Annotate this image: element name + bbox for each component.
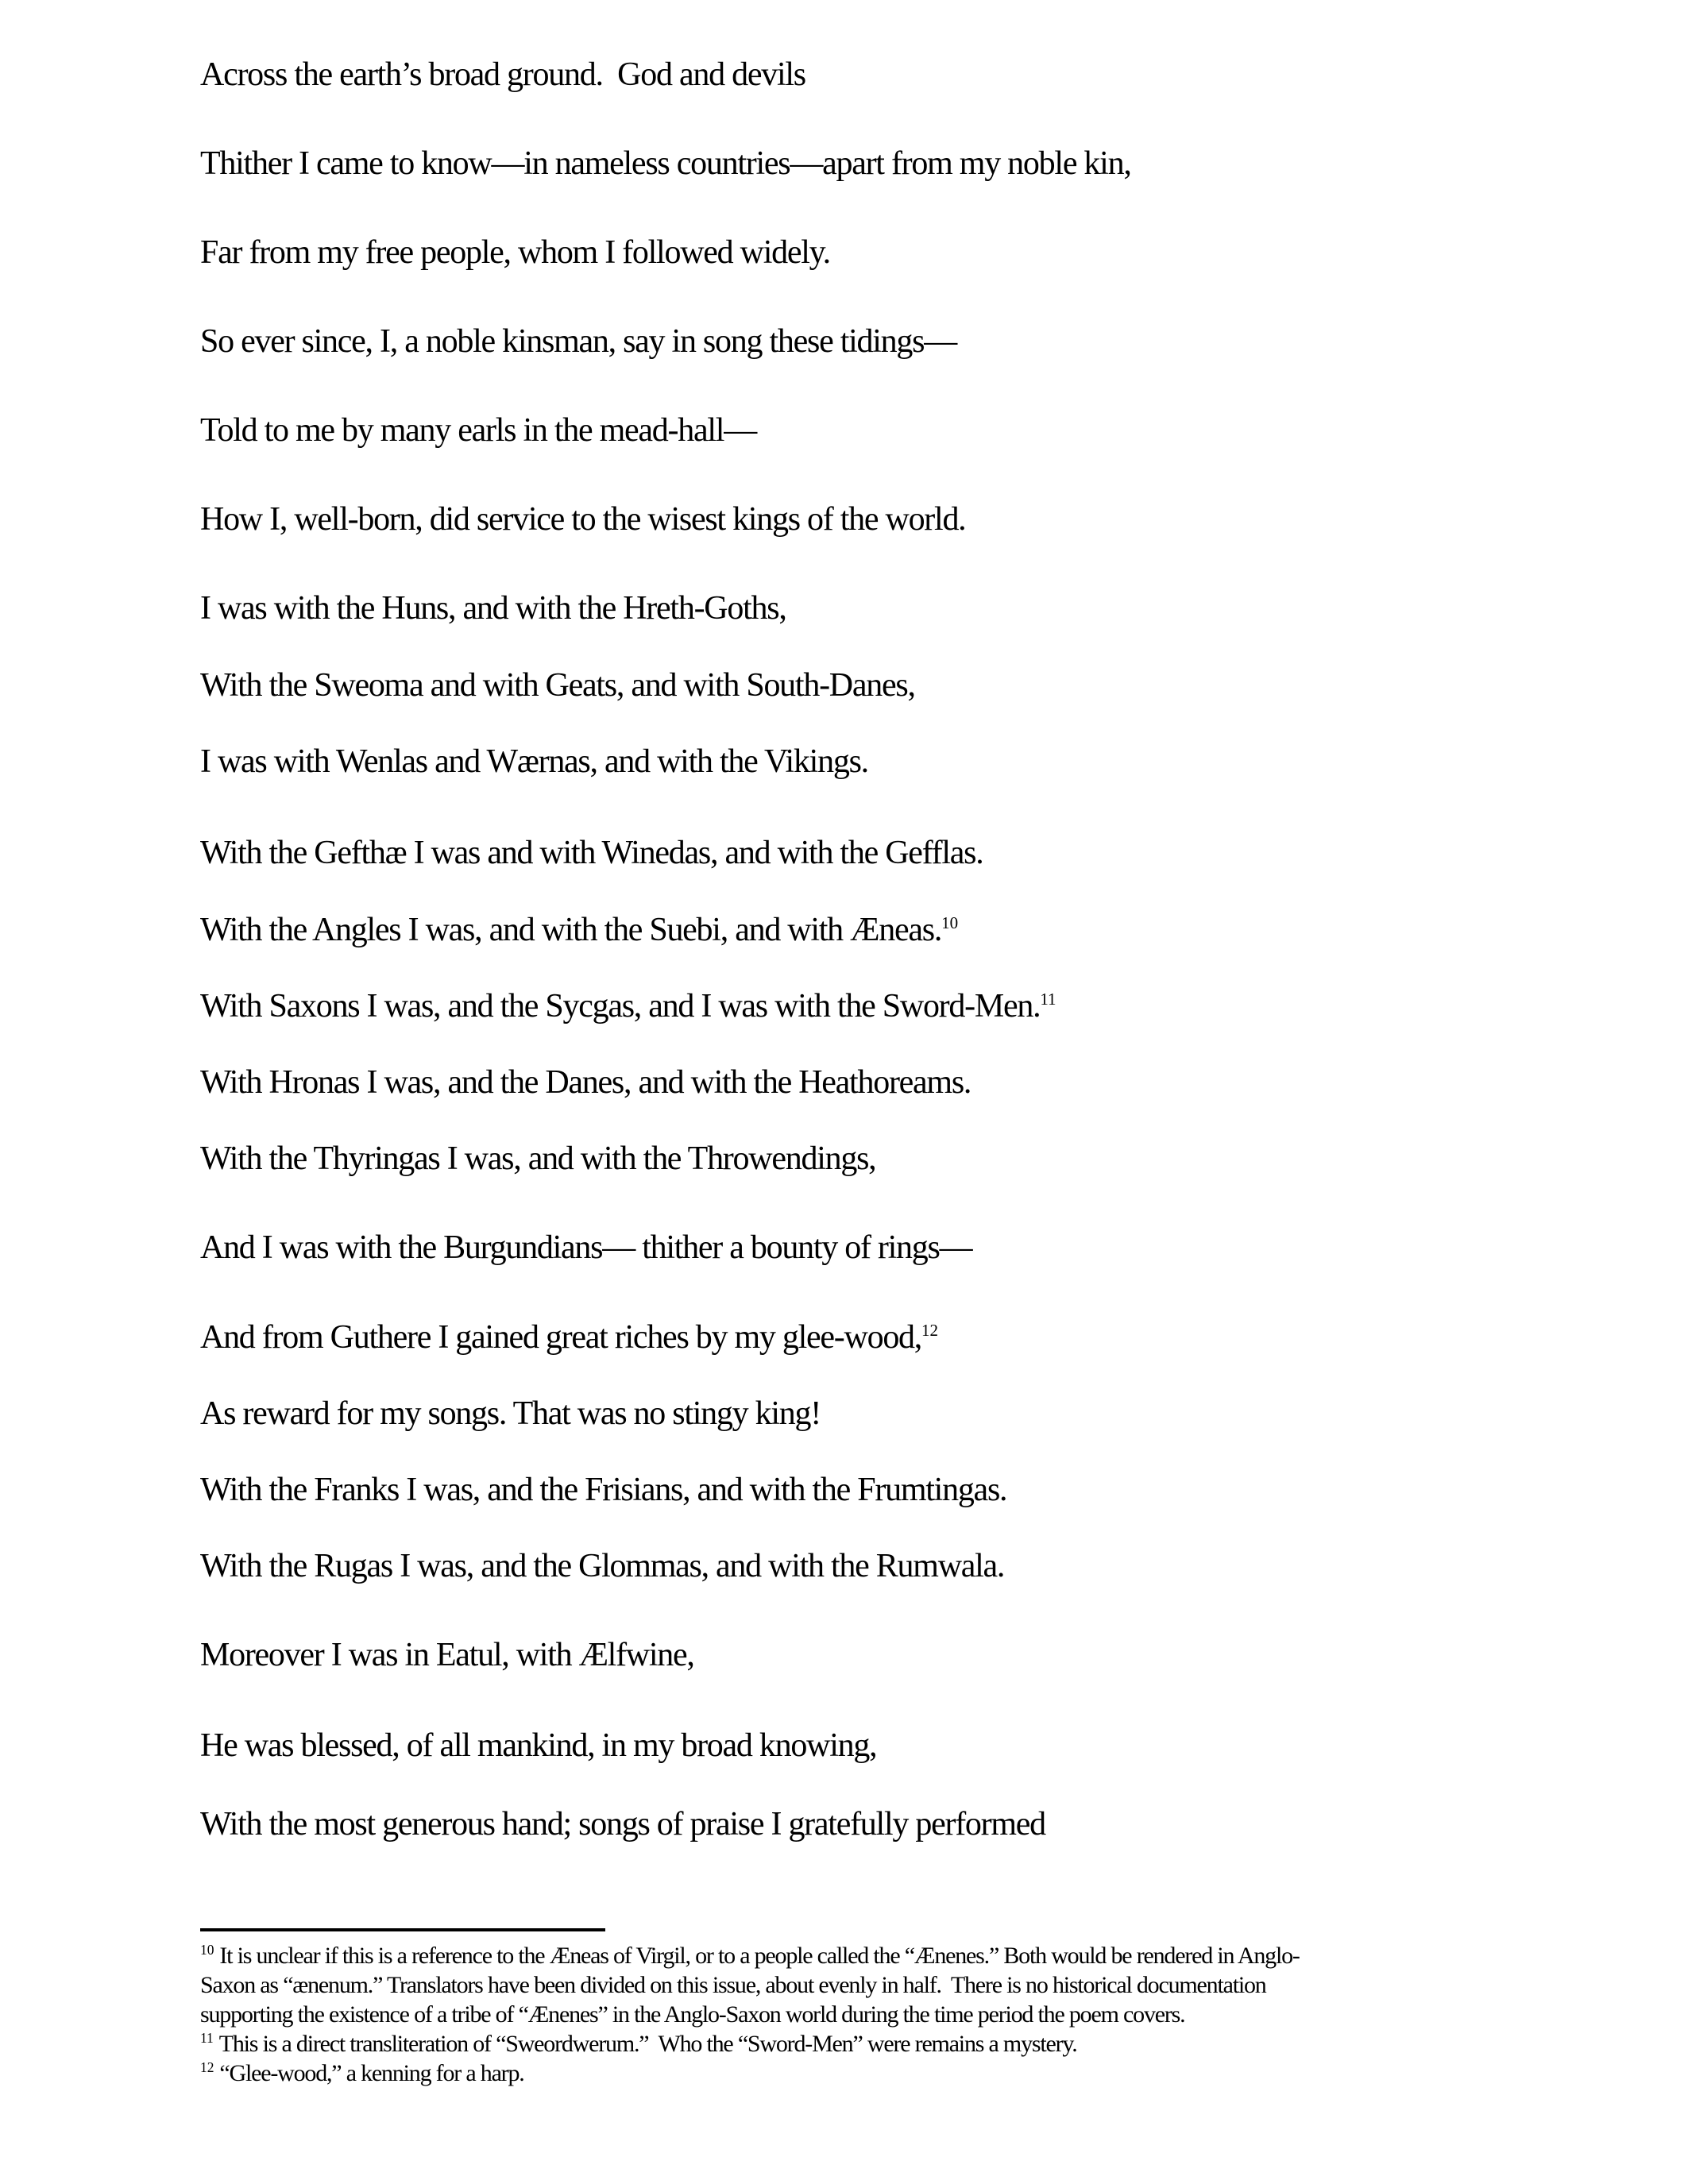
footnote-text: Saxon as “ænenum.” Translators have been divided on this issue, about evenly in half. There is no historical documentation [200,1972,1266,1998]
footnote-text: This is a direct transliteration of “Sweordwerum.” Who the “Sword-Men” were remains a mystery. [218,2031,1077,2057]
poem-line: Thither I came to know—in nameless countries—apart from my noble kin, [200,145,1131,182]
footnote-line [200,1941,1503,1970]
footnote-line [200,2000,1503,2029]
footnote-line [200,2029,1503,2059]
poem-line: With the Sweoma and with Geats, and with South-Danes, [200,667,915,704]
poem-line-text: With the Angles I was, and with the Suebi, and with Æneas. [200,912,942,948]
poem-line: I was with Wenlas and Wærnas, and with the Vikings. [200,743,868,780]
footnote-text: “Glee-wood,” a kenning for a harp. [219,2060,524,2086]
poem-line: With the Gefthæ I was and with Winedas, and with the Gefflas. [200,835,983,871]
poem-line [200,990,1056,1023]
poem-line: Told to me by many earls in the mead-hall— [200,412,756,449]
footnote-ref: 11 [1040,990,1056,1009]
poem-line: And I was with the Burgundians— thither a bounty of rings— [200,1229,972,1266]
poem-line: Across the earth’s broad ground. God and devils [200,56,805,93]
poem-line [200,1321,938,1354]
footnote-text: It is unclear if this is a reference to the Æneas of Virgil, or to a people called the “Ænenes.” Both would be rendered in Anglo- [219,1943,1300,1969]
poem-line: How I, well-born, did service to the wisest kings of the world. [200,501,966,538]
poem-line: I was with the Huns, and with the Hreth-Goths, [200,590,786,627]
poem-line: With the most generous hand; songs of praise I gratefully performed [200,1806,1045,1843]
footnote-ref: 12 [921,1321,939,1340]
footnote-marker: 11 [200,2030,214,2046]
footnote-line [200,1970,1503,2000]
poem-line: Moreover I was in Eatul, with Ælfwine, [200,1637,694,1673]
footnote-ref: 10 [941,913,959,932]
poem-line: With the Franks I was, and the Frisians, and with the Frumtingas. [200,1472,1007,1508]
poem-line-text: And from Guthere I gained great riches by my glee-wood, [200,1319,922,1356]
poem-line: He was blessed, of all mankind, in my broad knowing, [200,1727,877,1764]
poem-line: With the Thyringas I was, and with the Throwendings, [200,1140,876,1177]
footnote-text: supporting the existence of a tribe of “Ænenes” in the Anglo-Saxon world during the time period the poem covers. [200,2001,1185,2028]
poem-line: So ever since, I, a noble kinsman, say in song these tidings— [200,323,956,360]
poem-line-text: With Saxons I was, and the Sycgas, and I was with the Sword-Men. [200,988,1041,1024]
footnote-line [200,2059,1503,2088]
footnote-marker: 12 [200,2059,214,2075]
footnote-marker: 10 [200,1942,214,1958]
poem-line: With the Rugas I was, and the Glommas, and with the Rumwala. [200,1548,1005,1584]
poem-line: Far from my free people, whom I followed widely. [200,234,830,271]
poem-line: As reward for my songs. That was no stingy king! [200,1395,821,1432]
poem-line: With Hronas I was, and the Danes, and with the Heathoreams. [200,1064,971,1101]
footnotes-section [200,1941,1503,2088]
footnote-separator [200,1928,605,1931]
poem-line [200,913,958,947]
